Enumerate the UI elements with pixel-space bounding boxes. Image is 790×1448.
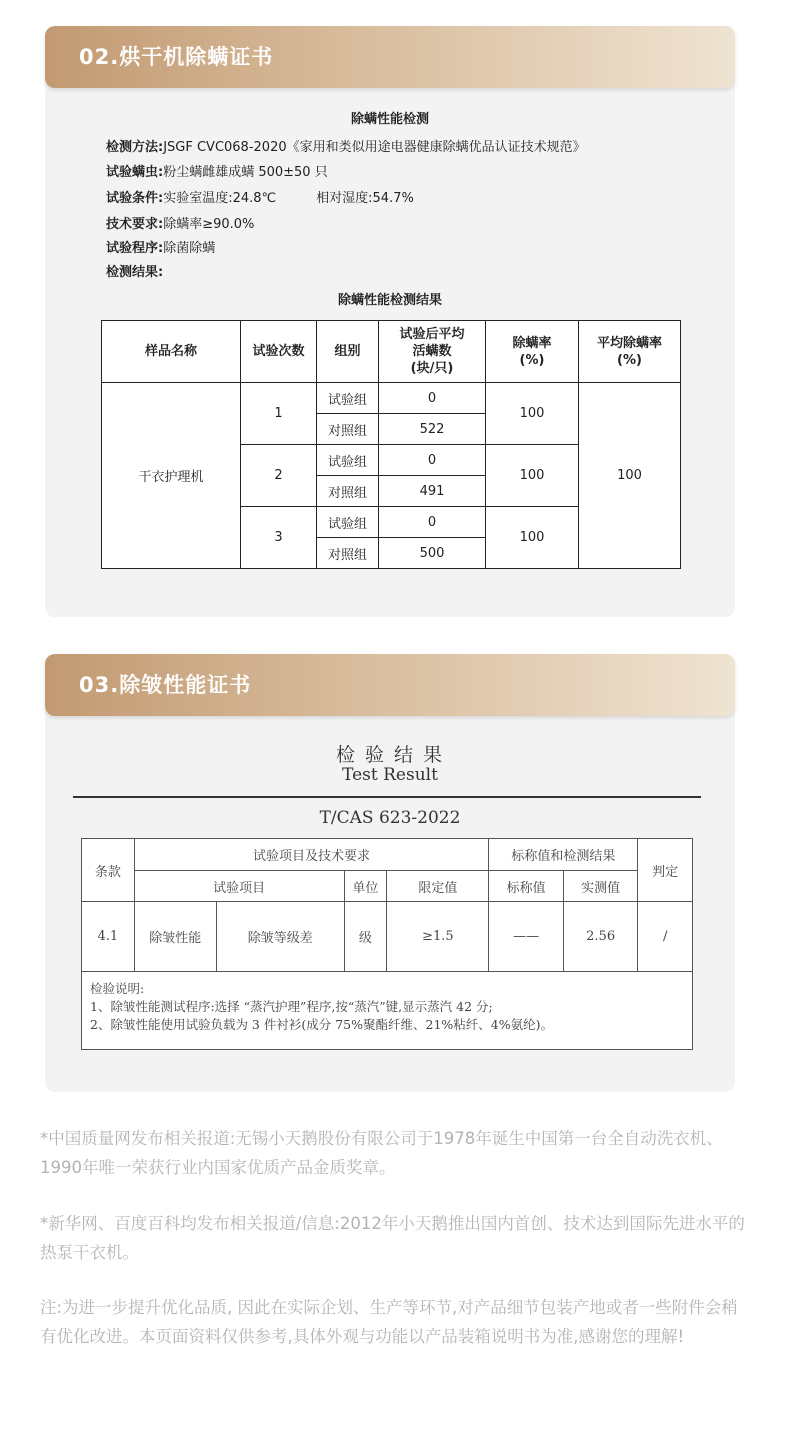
- test-program-value: 除菌除螨: [163, 241, 216, 256]
- header-nominal: 标称值: [489, 871, 563, 902]
- header-line: (%): [617, 352, 642, 368]
- standard-code: T/CAS 623-2022: [319, 808, 461, 828]
- test-result-line: [106, 261, 163, 280]
- wrinkle-result-table: [81, 838, 693, 1050]
- rate-cell: 100: [486, 383, 579, 445]
- notes-heading: 检验说明:: [90, 981, 145, 996]
- header-avg-removal-rate: [579, 321, 681, 383]
- header-line: 平均除螨率: [596, 335, 662, 351]
- tech-requirement-value: 除螨率≥90.0%: [163, 217, 255, 232]
- header-unit: 单位: [344, 871, 387, 902]
- header-clause: 条款: [82, 839, 135, 902]
- trial-no-cell: 3: [241, 507, 317, 569]
- test-program-line: [106, 237, 215, 256]
- note-item: 1、除皱性能测试程序:选择 “蒸汽护理”程序,按“蒸汽”键,显示蒸汽 42 分;: [90, 999, 493, 1014]
- header-trial-count: 试验次数: [241, 321, 317, 383]
- test-method-line: [106, 136, 586, 155]
- measured-cell: 2.56: [563, 902, 637, 972]
- header-line: 除螨率: [512, 335, 552, 351]
- table-header-row: [102, 321, 681, 383]
- header-line: (块/只): [410, 361, 454, 376]
- sample-name-cell: 干衣护理机: [102, 383, 241, 569]
- header-measured: 实测值: [563, 871, 637, 902]
- certificate-title: 除螨性能检测: [350, 112, 429, 127]
- header-line: (%): [519, 352, 545, 368]
- wrinkle-removal-certificate-card: [45, 654, 735, 1092]
- clause-cell: 4.1: [82, 902, 135, 972]
- live-mites-cell: 491: [379, 476, 486, 507]
- test-mite-value: 粉尘螨雌雄成螨 500±50 只: [163, 165, 328, 180]
- group-cell: 试验组: [317, 383, 379, 414]
- header-nominal-measured: 标称值和检测结果: [489, 839, 638, 871]
- mite-removal-certificate-card: [45, 26, 735, 617]
- header-judgement: 判定: [638, 839, 693, 902]
- section-title: 03.除皱性能证书: [79, 673, 252, 697]
- table-header-row: [82, 871, 693, 902]
- section-banner: [45, 654, 735, 716]
- header-sample-name: 样品名称: [102, 321, 241, 383]
- subitem-cell: 除皱等级差: [216, 902, 344, 972]
- header-items-requirements: 试验项目及技术要求: [134, 839, 489, 871]
- limit-cell: ≥1.5: [387, 902, 489, 972]
- header-line: 活螨数: [412, 344, 452, 359]
- header-removal-rate: [486, 321, 579, 383]
- group-cell: 试验组: [317, 445, 379, 476]
- table-row: [82, 902, 693, 972]
- nominal-cell: ——: [489, 902, 563, 972]
- test-method-value: JSGF CVC068-2020《家用和类似用途电器健康除螨优品认证技术规范》: [163, 140, 586, 155]
- live-mites-cell: 0: [379, 383, 486, 414]
- header-group: 组别: [317, 321, 379, 383]
- group-cell: 对照组: [317, 476, 379, 507]
- footnote-disclaimer: 注:为进一步提升优化品质, 因此在实际企划、生产等环节,对产品细节包装产地或者一些附件会稍有优化改进。本页面资料仅供参考,具体外观与功能以产品装箱说明书为准,感谢您的理解!: [40, 1298, 738, 1346]
- header-line: 试验后平均: [399, 327, 465, 342]
- avg-rate-cell: 100: [579, 383, 681, 569]
- live-mites-cell: 0: [379, 507, 486, 538]
- humidity-value: 相对湿度:54.7%: [316, 191, 414, 206]
- temperature-value: 实验室温度:24.8℃: [163, 191, 277, 206]
- section-banner: [45, 26, 735, 88]
- divider: [73, 796, 701, 798]
- mite-result-table: [101, 320, 681, 569]
- test-result-label: 检测结果:: [106, 265, 164, 280]
- test-mite-label: 试验螨虫:: [106, 165, 164, 180]
- section-title: 02.烘干机除螨证书: [79, 45, 274, 69]
- header-avg-live-mites: [379, 321, 486, 383]
- notes-row: [82, 972, 693, 1050]
- footnote-xinhua-report: *新华网、百度百科均发布相关报道/信息:2012年小天鹅推出国内首创、技术达到国际先进水平的热泵干衣机。: [40, 1214, 745, 1262]
- rate-cell: 100: [486, 507, 579, 569]
- trial-no-cell: 1: [241, 383, 317, 445]
- group-cell: 试验组: [317, 507, 379, 538]
- group-cell: 对照组: [317, 538, 379, 569]
- table-row: [102, 383, 681, 414]
- item-cell: 除皱性能: [134, 902, 216, 972]
- tech-requirement-line: [106, 213, 254, 232]
- header-test-item: 试验项目: [134, 871, 344, 902]
- test-condition-label: 试验条件:: [106, 191, 164, 206]
- unit-cell: 级: [344, 902, 387, 972]
- table-header-row: [82, 839, 693, 871]
- live-mites-cell: 522: [379, 414, 486, 445]
- test-method-label: 检测方法:: [106, 140, 164, 155]
- live-mites-cell: 500: [379, 538, 486, 569]
- header-limit: 限定值: [387, 871, 489, 902]
- test-program-label: 试验程序:: [106, 241, 164, 256]
- trial-no-cell: 2: [241, 445, 317, 507]
- footnote-quality-report: *中国质量网发布相关报道:无锡小天鹅股份有限公司于1978年诞生中国第一台全自动洗衣机、1990年唯一荣获行业内国家优质产品金质奖章。: [40, 1129, 723, 1177]
- live-mites-cell: 0: [379, 445, 486, 476]
- table-title: 除螨性能检测结果: [337, 293, 442, 308]
- test-mite-line: [106, 161, 328, 180]
- result-title-cn: 检 验 结 果: [335, 744, 445, 766]
- result-title-en: Test Result: [342, 765, 438, 785]
- judgement-cell: /: [638, 902, 693, 972]
- tech-requirement-label: 技术要求:: [106, 217, 164, 232]
- rate-cell: 100: [486, 445, 579, 507]
- test-condition-line: [106, 187, 414, 206]
- note-item: 2、除皱性能使用试验负载为 3 件衬衫(成分 75%聚酯纤维、21%粘纤、4%氨纶)。: [90, 1017, 553, 1032]
- group-cell: 对照组: [317, 414, 379, 445]
- test-notes: [82, 972, 693, 1050]
